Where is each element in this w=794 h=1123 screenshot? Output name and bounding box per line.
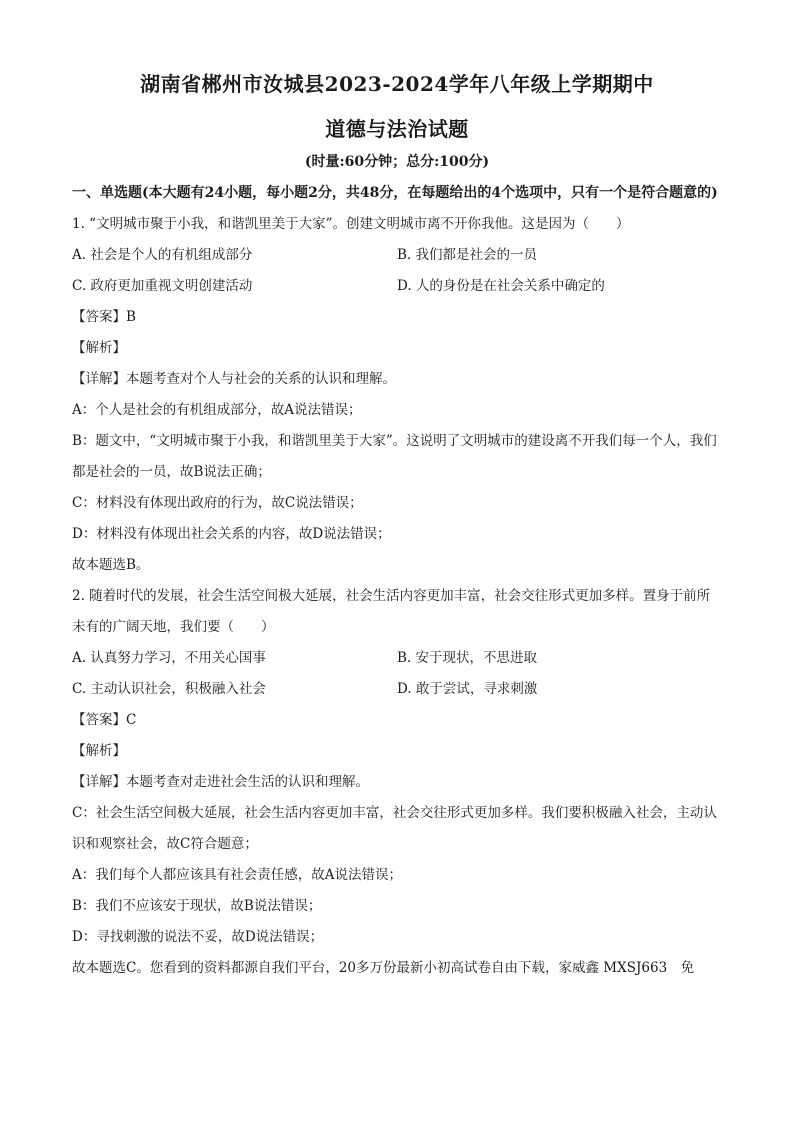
explanation-line: A：个人是社会的有机组成部分，故A说法错误； bbox=[72, 402, 362, 418]
document-title-line2: 道德与法治试题 bbox=[325, 117, 469, 141]
answer-label: 【答案】B bbox=[72, 309, 136, 325]
question-2 bbox=[72, 581, 722, 984]
options-row bbox=[72, 643, 722, 674]
option-c: C. 主动认识社会，积极融入社会 bbox=[72, 681, 266, 697]
options-row bbox=[72, 271, 722, 302]
option-b: B. 我们都是社会的一员 bbox=[397, 247, 538, 263]
explanation-line: D：材料没有体现出社会关系的内容，故D说法错误； bbox=[72, 526, 391, 542]
question-stem: 1. “文明城市聚于小我，和谐凯里美于大家”。创建文明城市离不开你我他。这是因为（ ） bbox=[72, 216, 630, 232]
options-row bbox=[72, 674, 722, 705]
analysis-label: 【解析】 bbox=[72, 743, 126, 759]
option-a: A. 社会是个人的有机组成部分 bbox=[72, 247, 253, 263]
question-stem: 2. 随着时代的发展，社会生活空间极大延展，社会生活内容更加丰富，社会交往形式更加多样。置身于前所未有的广阔天地，我们要（ ） bbox=[72, 588, 711, 635]
explanation-line: B：题文中，“文明城市聚于小我，和谐凯里美于大家”。这说明了文明城市的建设离不开我们每一个人，我们都是社会的一员，故B说法正确； bbox=[72, 433, 717, 480]
option-b: B. 安于现状，不思进取 bbox=[397, 650, 538, 666]
option-d: D. 人的身份是在社会关系中确定的 bbox=[397, 278, 605, 294]
option-d: D. 敢于尝试，寻求刺激 bbox=[397, 681, 538, 697]
explanation-line: B：我们不应该安于现状，故B说法错误； bbox=[72, 898, 322, 914]
exam-meta: (时量:60分钟；总分:100分) bbox=[304, 154, 490, 170]
conclusion-text: 故本题选B。 bbox=[72, 557, 150, 573]
question-1 bbox=[72, 209, 722, 581]
option-c: C. 政府更加重视文明创建活动 bbox=[72, 278, 253, 294]
options-row bbox=[72, 240, 722, 271]
answer-label: 【答案】C bbox=[72, 712, 137, 728]
section-heading: 一、单选题(本大题有24小题，每小题2分，共48分，在每题给出的4个选项中，只有一个是符合题意的) bbox=[72, 185, 718, 201]
document-title-line1: 湖南省郴州市汝城县2023-2024学年八年级上学期期中 bbox=[140, 72, 654, 96]
analysis-label: 【解析】 bbox=[72, 340, 126, 356]
detail-text: 【详解】本题考查对个人与社会的关系的认识和理解。 bbox=[72, 371, 396, 387]
explanation-line: A：我们每个人都应该具有社会责任感，故A说法错误； bbox=[72, 867, 402, 883]
explanation-line: C：社会生活空间极大延展，社会生活内容更加丰富，社会交往形式更加多样。我们要积极融入社会，主动认识和观察社会，故C符合题意； bbox=[72, 805, 717, 852]
document-body bbox=[72, 178, 722, 984]
option-a: A. 认真努力学习，不用关心国事 bbox=[72, 650, 266, 666]
explanation-line: D：寻找刺激的说法不妥，故D说法错误； bbox=[72, 929, 324, 945]
conclusion-text: 故本题选C。您看到的资料都源自我们平台，20多万份最新小初高试卷自由下载，家威鑫 MXSJ663 免 bbox=[72, 960, 695, 976]
explanation-line: C：材料没有体现出政府的行为，故C说法错误； bbox=[72, 495, 363, 511]
detail-text: 【详解】本题考查对走进社会生活的认识和理解。 bbox=[72, 774, 369, 790]
